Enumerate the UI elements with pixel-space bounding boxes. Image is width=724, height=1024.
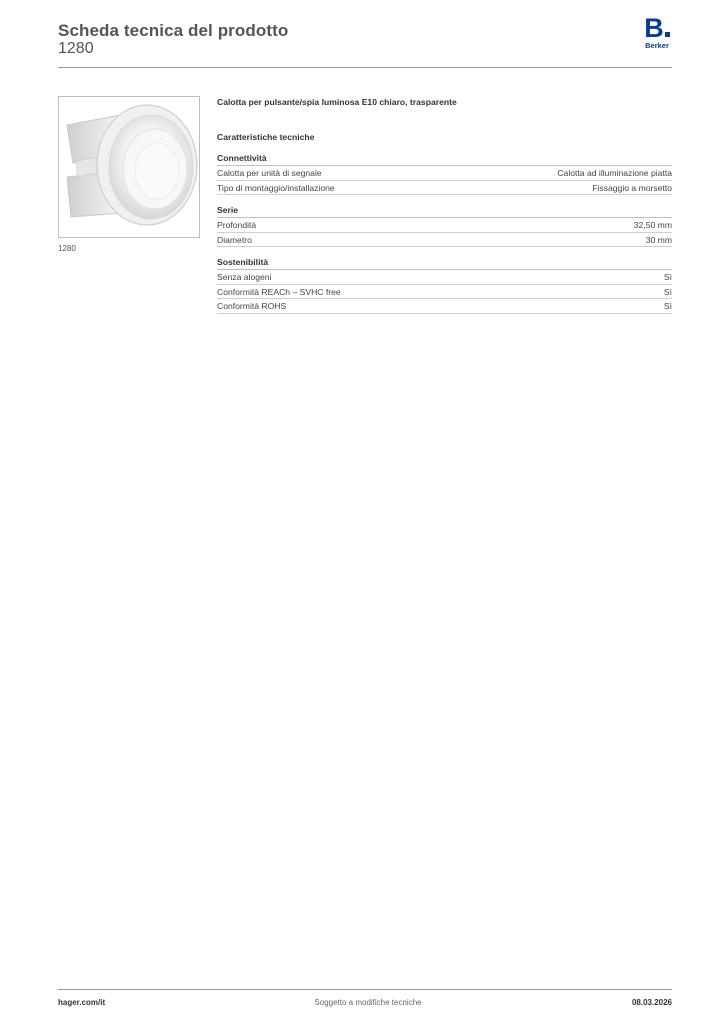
spec-label: Tipo di montaggio/installazione bbox=[217, 182, 335, 193]
spec-row bbox=[217, 270, 672, 285]
spec-value: Fissaggio a morsetto bbox=[592, 182, 672, 193]
logo-dot bbox=[665, 32, 670, 37]
section-sostenibilita bbox=[217, 256, 672, 314]
characteristics-heading: Caratteristiche tecniche bbox=[217, 132, 315, 142]
spec-value: Sì bbox=[663, 286, 672, 297]
spec-label: Conformità REACh – SVHC free bbox=[217, 286, 341, 297]
spec-label: Diametro bbox=[217, 234, 252, 245]
footer-website-link[interactable]: hager.com/it bbox=[58, 998, 106, 1007]
section-title: Connettività bbox=[217, 152, 672, 166]
header-divider bbox=[58, 67, 672, 68]
spec-row bbox=[217, 233, 672, 248]
spec-value: Sì bbox=[663, 272, 672, 282]
footer-date: 08.03.2026 bbox=[631, 998, 672, 1007]
spec-label: Senza alogeni bbox=[217, 272, 272, 282]
section-title: Serie bbox=[217, 204, 672, 218]
image-caption: 1280 bbox=[58, 244, 76, 253]
spec-value: Sì bbox=[663, 301, 672, 311]
product-code: 1280 bbox=[58, 40, 94, 57]
section-serie bbox=[217, 204, 672, 247]
logo-text: Berker bbox=[645, 41, 669, 50]
spec-value: 32,50 mm bbox=[633, 220, 672, 230]
berker-logo bbox=[640, 13, 674, 50]
spec-label: Profondità bbox=[217, 220, 257, 230]
spec-row bbox=[217, 285, 672, 300]
product-description: Calotta per pulsante/spia luminosa E10 chiaro, trasparente bbox=[217, 97, 457, 107]
spec-row bbox=[217, 218, 672, 233]
section-connettivita bbox=[217, 152, 672, 195]
spec-content bbox=[217, 95, 672, 314]
page-title: Scheda tecnica del prodotto bbox=[58, 21, 289, 40]
footer-note: Soggetto a modifiche tecniche bbox=[314, 998, 422, 1007]
spec-label: Calotta per unità di segnale bbox=[217, 168, 322, 178]
footer-divider bbox=[58, 989, 672, 990]
section-title: Sostenibilità bbox=[217, 256, 672, 270]
spec-row bbox=[217, 181, 672, 196]
logo-letter: B bbox=[644, 13, 664, 43]
spec-row bbox=[217, 299, 672, 314]
spec-row bbox=[217, 166, 672, 181]
product-image bbox=[58, 96, 200, 238]
spec-label: Conformità ROHS bbox=[217, 301, 287, 311]
spec-value: Calotta ad illuminazione piatta bbox=[557, 168, 672, 178]
product-photo-illustration bbox=[59, 97, 199, 237]
spec-value: 30 mm bbox=[645, 234, 672, 245]
